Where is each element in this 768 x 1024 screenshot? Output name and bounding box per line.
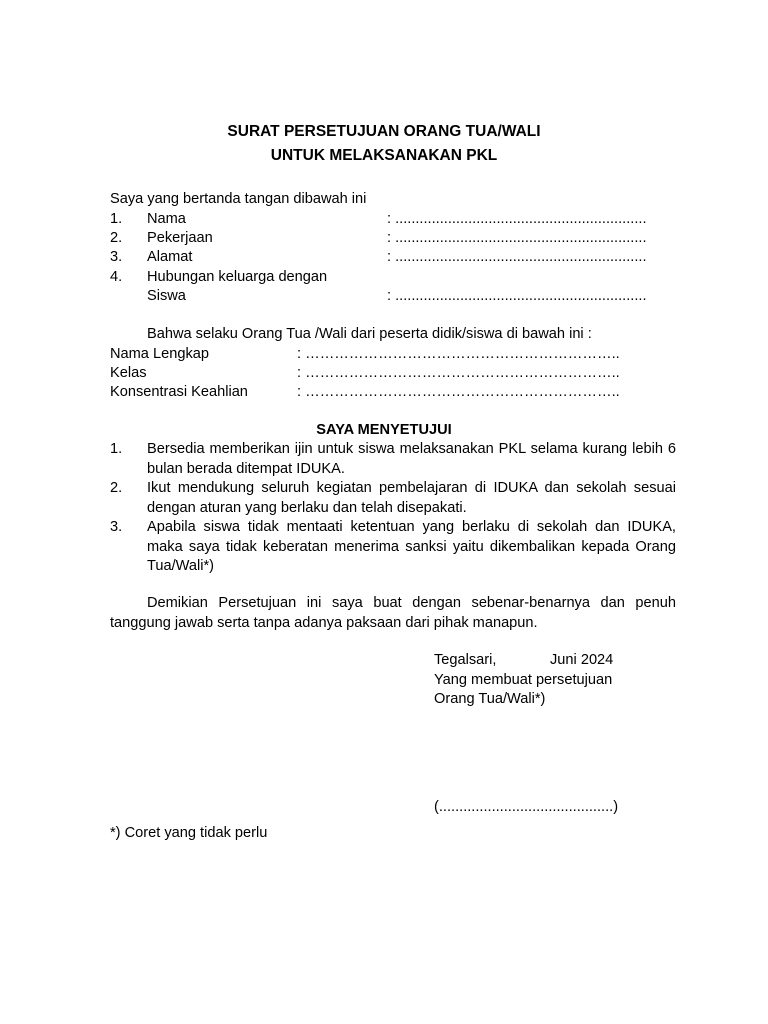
agreement-item [110, 440, 676, 480]
agreement-text: Apabila siswa tidak mentaati ketentuan yang berlaku di sekolah dan IDUKA, maka saya tidak keberatan menerima sanksi yaitu dikembalikan kepada Orang Tua/Wali*) [147, 519, 676, 574]
field-label: Kelas [110, 365, 147, 381]
agree-heading: SAYA MENYETUJUI [316, 422, 452, 438]
signature-line3: Orang Tua/Wali*) [434, 691, 546, 707]
student-field-fullname [110, 345, 676, 365]
parent-field-occupation [110, 229, 670, 249]
field-label: Alamat [147, 249, 193, 265]
signature-date: Juni 2024 [550, 652, 614, 668]
field-blank: : .............................................................. [387, 211, 647, 227]
parent-field-student [110, 287, 670, 307]
field-blank: : ……………………………………………………….. [297, 384, 620, 400]
field-label: Siswa [147, 288, 186, 304]
field-label: Konsentrasi Keahlian [110, 384, 248, 400]
field-number: 4. [110, 269, 123, 285]
field-blank: : ……………………………………………………….. [297, 365, 620, 381]
signature-blank: (...........................................) [434, 799, 619, 815]
agreement-item [110, 479, 676, 519]
field-label: Pekerjaan [147, 230, 213, 246]
signature-place: Tegalsari, [434, 652, 497, 668]
field-label: Nama Lengkap [110, 346, 209, 362]
student-intro: Bahwa selaku Orang Tua /Wali dari peserta didik/siswa di bawah ini : [147, 326, 592, 342]
footnote: *) Coret yang tidak perlu [110, 825, 268, 841]
field-blank: : ……………………………………………………….. [297, 346, 620, 362]
signature-line2: Yang membuat persetujuan [434, 672, 613, 688]
document-title-line2: UNTUK MELAKSANAKAN PKL [270, 147, 498, 164]
field-number: 2. [110, 230, 123, 246]
parent-field-address [110, 248, 670, 268]
document-title-line1: SURAT PERSETUJUAN ORANG TUA/WALI [227, 123, 541, 140]
agreement-text: Bersedia memberikan ijin untuk siswa melaksanakan PKL selama kurang lebih 6 bulan berada ditempat IDUKA. [147, 441, 676, 477]
parent-field-relationship [110, 268, 670, 288]
field-blank: : .............................................................. [387, 230, 647, 246]
agreement-text: Ikut mendukung seluruh kegiatan pembelajaran di IDUKA dan sekolah sesuai dengan aturan yang berlaku dan telah disepakati. [147, 480, 676, 516]
field-label: Hubungan keluarga dengan [147, 269, 328, 285]
student-field-class [110, 364, 676, 384]
agreement-number: 2. [110, 480, 123, 496]
field-label: Nama [147, 211, 186, 227]
field-blank: : .............................................................. [387, 288, 647, 304]
intro-text: Saya yang bertanda tangan dibawah ini [110, 191, 367, 207]
field-number: 1. [110, 211, 123, 227]
parent-field-name [110, 210, 670, 230]
field-number: 3. [110, 249, 123, 265]
closing-paragraph: Demikian Persetujuan ini saya buat dengan sebenar-benarnya dan penuh tanggung jawab serta tanpa adanya paksaan dari pihak manapun. [110, 595, 676, 631]
agreement-number: 1. [110, 441, 123, 457]
agreement-item [110, 518, 676, 578]
field-blank: : .............................................................. [387, 249, 647, 265]
student-field-concentration [110, 383, 676, 403]
agreement-number: 3. [110, 519, 123, 535]
